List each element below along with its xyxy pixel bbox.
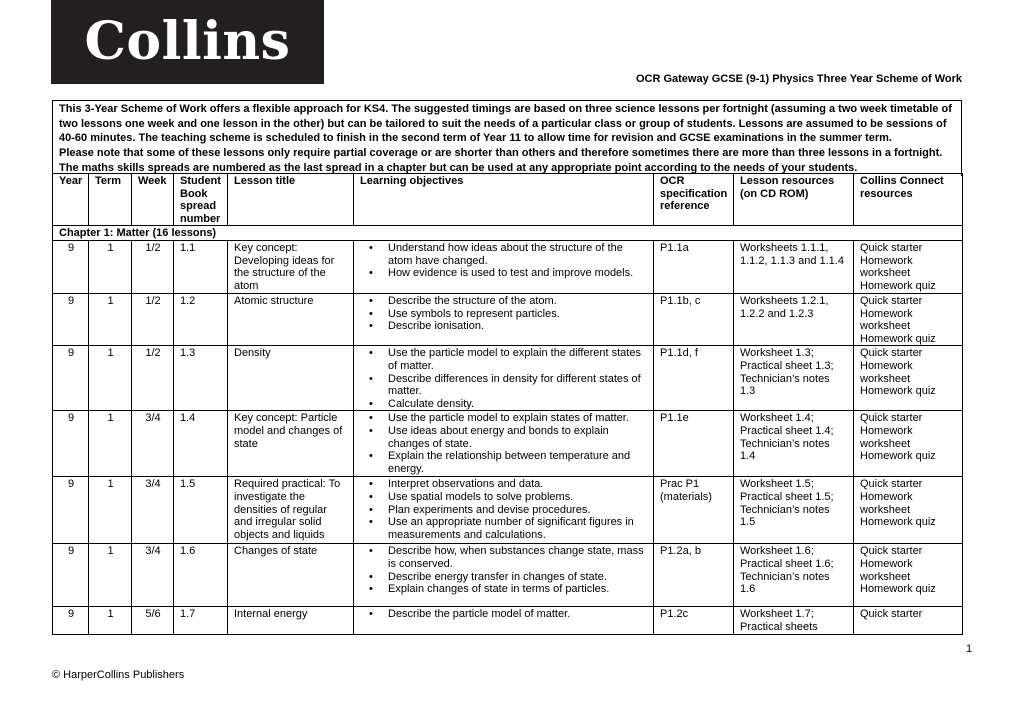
cell-spread: 1.2 [174,293,228,345]
connect-resource: Homework quiz [860,279,936,292]
objective-item: • Use the particle model to explain states of matter. [363,412,648,425]
cell-ocr-reference: P1.1d, f [654,346,734,411]
cell-lesson-title: Changes of state [228,544,354,607]
cell-spread: 1.7 [174,607,228,635]
connect-resource: Homework worksheet [860,359,913,385]
objective-item: • Explain changes of state in terms of particles. [363,583,648,596]
copyright-footer: © HarperCollins Publishers [52,669,185,681]
connect-resource: Homework worksheet [860,254,913,280]
cell-lesson-resources: Worksheets 1.1.1, 1.1.2, 1.1.3 and 1.1.4 [734,240,854,293]
cell-collins-connect [854,346,963,411]
connect-resource: Homework quiz [860,385,936,398]
cell-lesson-title: Key concept: Developing ideas for the structure of the atom [228,240,354,293]
cell-year: 9 [53,346,89,411]
collins-logo [51,0,324,84]
logo-text: Collins [84,11,291,72]
intro-box [52,100,962,176]
cell-term: 1 [89,544,132,607]
header-ocr-reference: OCR specification reference [654,174,734,226]
table-row [53,477,963,544]
cell-spread: 1.1 [174,240,228,293]
cell-year: 9 [53,607,89,635]
objective-item: • Use spatial models to solve problems. [363,491,648,504]
table-row [53,240,963,293]
table-row [53,346,963,411]
document-title: OCR Gateway GCSE (9-1) Physics Three Year Scheme of Work [635,73,962,85]
cell-term: 1 [89,607,132,635]
objectives-list [363,412,648,475]
cell-learning-objectives [354,240,654,293]
objectives-list [363,295,648,333]
cell-week: 1/2 [132,293,174,345]
cell-lesson-resources: Worksheet 1.3; Practical sheet 1.3; Technician’s notes 1.3 [734,346,854,411]
cell-lesson-title: Atomic structure [228,293,354,345]
objective-item: • Describe ionisation. [363,320,648,333]
cell-term: 1 [89,477,132,544]
cell-spread: 1.5 [174,477,228,544]
table-row [53,544,963,607]
connect-resource: Homework worksheet [860,307,913,333]
objective-item: • Describe the structure of the atom. [363,295,648,308]
objectives-list [363,242,648,280]
header-year: Year [53,174,89,226]
cell-lesson-resources: Worksheet 1.5; Practical sheet 1.5; Technician’s notes 1.5 [734,477,854,544]
cell-lesson-resources: Worksheet 1.4; Practical sheet 1.4; Technician’s notes 1.4 [734,411,854,477]
cell-lesson-title: Key concept: Particle model and changes of state [228,411,354,477]
cell-learning-objectives [354,607,654,635]
cell-collins-connect [854,607,963,635]
connect-resource: Homework worksheet [860,557,913,583]
cell-spread: 1.3 [174,346,228,411]
objective-item: • Use ideas about energy and bonds to explain changes of state. [363,425,648,450]
objective-item: • How evidence is used to test and improve models. [363,267,648,280]
objectives-list [363,608,648,621]
cell-lesson-title: Required practical: To investigate the densities of regular and irregular solid objects and liquids [228,477,354,544]
objective-item: • Plan experiments and devise procedures. [363,504,648,517]
cell-term: 1 [89,240,132,293]
header-lesson-title: Lesson title [228,174,354,226]
cell-week: 1/2 [132,346,174,411]
objective-item: • Use the particle model to explain the different states of matter. [363,347,648,372]
objective-item: • Describe differences in density for different states of matter. [363,373,648,398]
header-lesson-resources: Lesson resources (on CD ROM) [734,174,854,226]
connect-resource: Quick starter [860,412,923,425]
objectives-list [363,545,648,595]
objectives-list [363,478,648,541]
cell-ocr-reference: P1.1a [654,240,734,293]
connect-resource: Quick starter [860,545,923,558]
table-row [53,411,963,477]
cell-collins-connect [854,477,963,544]
connect-resource: Quick starter [860,347,923,360]
cell-learning-objectives [354,293,654,345]
page-number: 1 [966,643,973,655]
cell-ocr-reference: P1.2a, b [654,544,734,607]
connect-resource: Quick starter [860,478,923,491]
cell-year: 9 [53,240,89,293]
intro-paragraph-2: Please note that some of these lessons only require partial coverage or are shorter than others and therefore sometimes there are more than three lessons in a fortnight. [59,147,943,160]
cell-lesson-resources: Worksheet 1.6; Practical sheet 1.6; Technician’s notes 1.6 [734,544,854,607]
header-collins-connect: Collins Connect resources [854,174,963,226]
connect-resource: Homework quiz [860,332,936,345]
cell-spread: 1.4 [174,411,228,477]
objective-item: • Calculate density. [363,398,648,411]
header-term: Term [89,174,132,226]
connect-resource: Quick starter [860,608,923,621]
objective-item: • Use symbols to represent particles. [363,308,648,321]
cell-lesson-resources: Worksheet 1.7; Practical sheets [734,607,854,635]
cell-collins-connect [854,240,963,293]
connect-resource: Homework quiz [860,450,936,463]
intro-paragraph-3: The maths skills spreads are numbered as the last spread in a chapter but can be used at any appropriate point according to the needs of your students. [59,161,858,174]
cell-collins-connect [854,544,963,607]
cell-ocr-reference: P1.2c [654,607,734,635]
cell-lesson-resources: Worksheets 1.2.1, 1.2.2 and 1.2.3 [734,293,854,345]
connect-resource: Homework quiz [860,516,936,529]
cell-term: 1 [89,293,132,345]
table-row [53,607,963,635]
header-week: Week [132,174,174,226]
objective-item: • Describe how, when substances change state, mass is conserved. [363,545,648,570]
objective-item: • Understand how ideas about the structure of the atom have changed. [363,242,648,267]
cell-year: 9 [53,544,89,607]
cell-week: 3/4 [132,411,174,477]
intro-paragraph-1: This 3-Year Scheme of Work offers a flexible approach for KS4. The suggested timings are based on three science lessons per fortnight (assuming a two week timetable of two lessons one week and one lesson in the other) but can be tailored to suit the needs of a particular class or group of students. Lessons are assumed to be sessions of 40-60 minutes. The teaching scheme is scheduled to finish in the second term of Year 11 to allow time for revision and GCSE examinations in the summer term. [59,103,952,145]
table-row [53,293,963,345]
chapter-row [53,226,963,241]
connect-resource: Homework quiz [860,583,936,596]
objective-item: • Describe the particle model of matter. [363,608,648,621]
cell-year: 9 [53,411,89,477]
connect-resource: Homework worksheet [860,490,913,516]
connect-resource: Homework worksheet [860,424,913,450]
header-learning-objectives: Learning objectives [354,174,654,226]
cell-week: 3/4 [132,544,174,607]
cell-ocr-reference: P1.1b, c [654,293,734,345]
chapter-title: Chapter 1: Matter (16 lessons) [53,226,963,241]
cell-year: 9 [53,477,89,544]
header-spread: Student Book spread number [174,174,228,226]
cell-learning-objectives [354,411,654,477]
connect-resource: Quick starter [860,294,923,307]
scheme-of-work-table [52,173,963,635]
cell-week: 1/2 [132,240,174,293]
cell-ocr-reference: P1.1e [654,411,734,477]
cell-year: 9 [53,293,89,345]
cell-week: 3/4 [132,477,174,544]
cell-lesson-title: Internal energy [228,607,354,635]
objective-item: • Use an appropriate number of significant figures in measurements and calculations. [363,516,648,541]
cell-spread: 1.6 [174,544,228,607]
cell-learning-objectives [354,544,654,607]
objective-item: • Interpret observations and data. [363,478,648,491]
cell-term: 1 [89,411,132,477]
cell-collins-connect [854,411,963,477]
cell-ocr-reference: Prac P1 (materials) [654,477,734,544]
objectives-list [363,347,648,410]
cell-lesson-title: Density [228,346,354,411]
cell-term: 1 [89,346,132,411]
header-row [53,174,963,226]
cell-week: 5/6 [132,607,174,635]
cell-collins-connect [854,293,963,345]
cell-learning-objectives [354,477,654,544]
objective-item: • Describe energy transfer in changes of state. [363,571,648,584]
objective-item: • Explain the relationship between temperature and energy. [363,450,648,475]
cell-learning-objectives [354,346,654,411]
connect-resource: Quick starter [860,241,923,254]
